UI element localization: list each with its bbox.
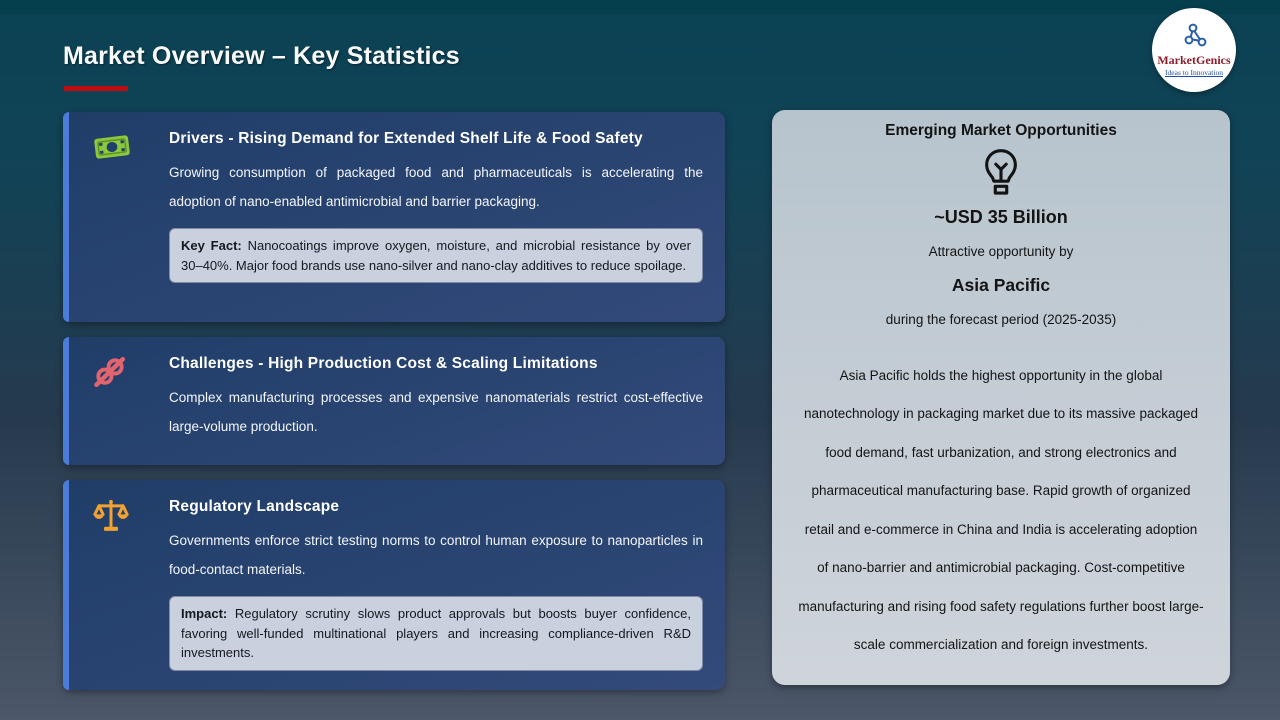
molecule-icon [1179, 23, 1209, 54]
key-fact-box [169, 228, 703, 283]
broken-link-icon [91, 377, 129, 394]
opportunity-period: during the forecast period (2025-2035) [885, 312, 1117, 327]
card-accent-bar [63, 480, 69, 690]
lightbulb-icon [798, 146, 1204, 203]
money-icon [91, 152, 133, 169]
logo-tagline: Ideas to Innovation [1165, 68, 1223, 78]
top-bar [0, 0, 1280, 14]
scale-icon [91, 522, 131, 539]
opportunity-panel [772, 110, 1230, 685]
impact-text: Regulatory scrutiny slows product approvals but boosts buyer confidence, favoring well-funded multinational players and increasing compliance-driven R&D investments. [181, 606, 691, 661]
impact-box [169, 596, 703, 671]
opportunity-description: Asia Pacific holds the highest opportunity in the global nanotechnology in packaging market due to its massive packaged food demand, fast urbanization, and strong electronics and pharmaceutical manufacturing base. Rapid growth of organized retail and e-commerce in China and India is accelerating adoption of nano-barrier and antimicrobial packaging. Cost-competitive manufacturing and rising food safety regulations further boost large-scale commercialization and foreign investments. [798, 368, 1204, 653]
card-title: Challenges - High Production Cost & Scaling Limitations [169, 355, 598, 372]
title-underline [64, 86, 128, 91]
card-accent-bar [63, 112, 69, 322]
card-body: Complex manufacturing processes and expensive nanomaterials restrict cost-effective large-volume production. [169, 390, 703, 435]
logo-name: MarketGenics [1157, 52, 1231, 67]
page-title: Market Overview – Key Statistics [63, 42, 460, 70]
card-title: Drivers - Rising Demand for Extended Shelf Life & Food Safety [169, 130, 643, 147]
opportunity-subtitle: Attractive opportunity by [928, 244, 1074, 259]
key-fact-label: Key Fact: [181, 238, 242, 254]
card-accent-bar [63, 337, 69, 465]
card-regulatory [63, 480, 725, 690]
card-body: Governments enforce strict testing norms to control human exposure to nanoparticles in food-contact materials. [169, 533, 703, 578]
impact-label: Impact: [181, 606, 228, 622]
opportunity-value: ~USD 35 Billion [934, 207, 1068, 227]
key-fact-text: Nanocoatings improve oxygen, moisture, and microbial resistance by over 30–40%. Major food brands use nano-silver and nano-clay additives to reduce spoilage. [181, 238, 691, 273]
company-logo [1152, 8, 1236, 92]
card-drivers [63, 112, 725, 322]
card-title: Regulatory Landscape [169, 498, 340, 515]
panel-title: Emerging Market Opportunities [885, 122, 1117, 139]
card-body: Growing consumption of packaged food and pharmaceuticals is accelerating the adoption of nano-enabled antimicrobial and barrier packaging. [169, 165, 703, 210]
opportunity-region: Asia Pacific [951, 275, 1051, 295]
card-challenges [63, 337, 725, 465]
